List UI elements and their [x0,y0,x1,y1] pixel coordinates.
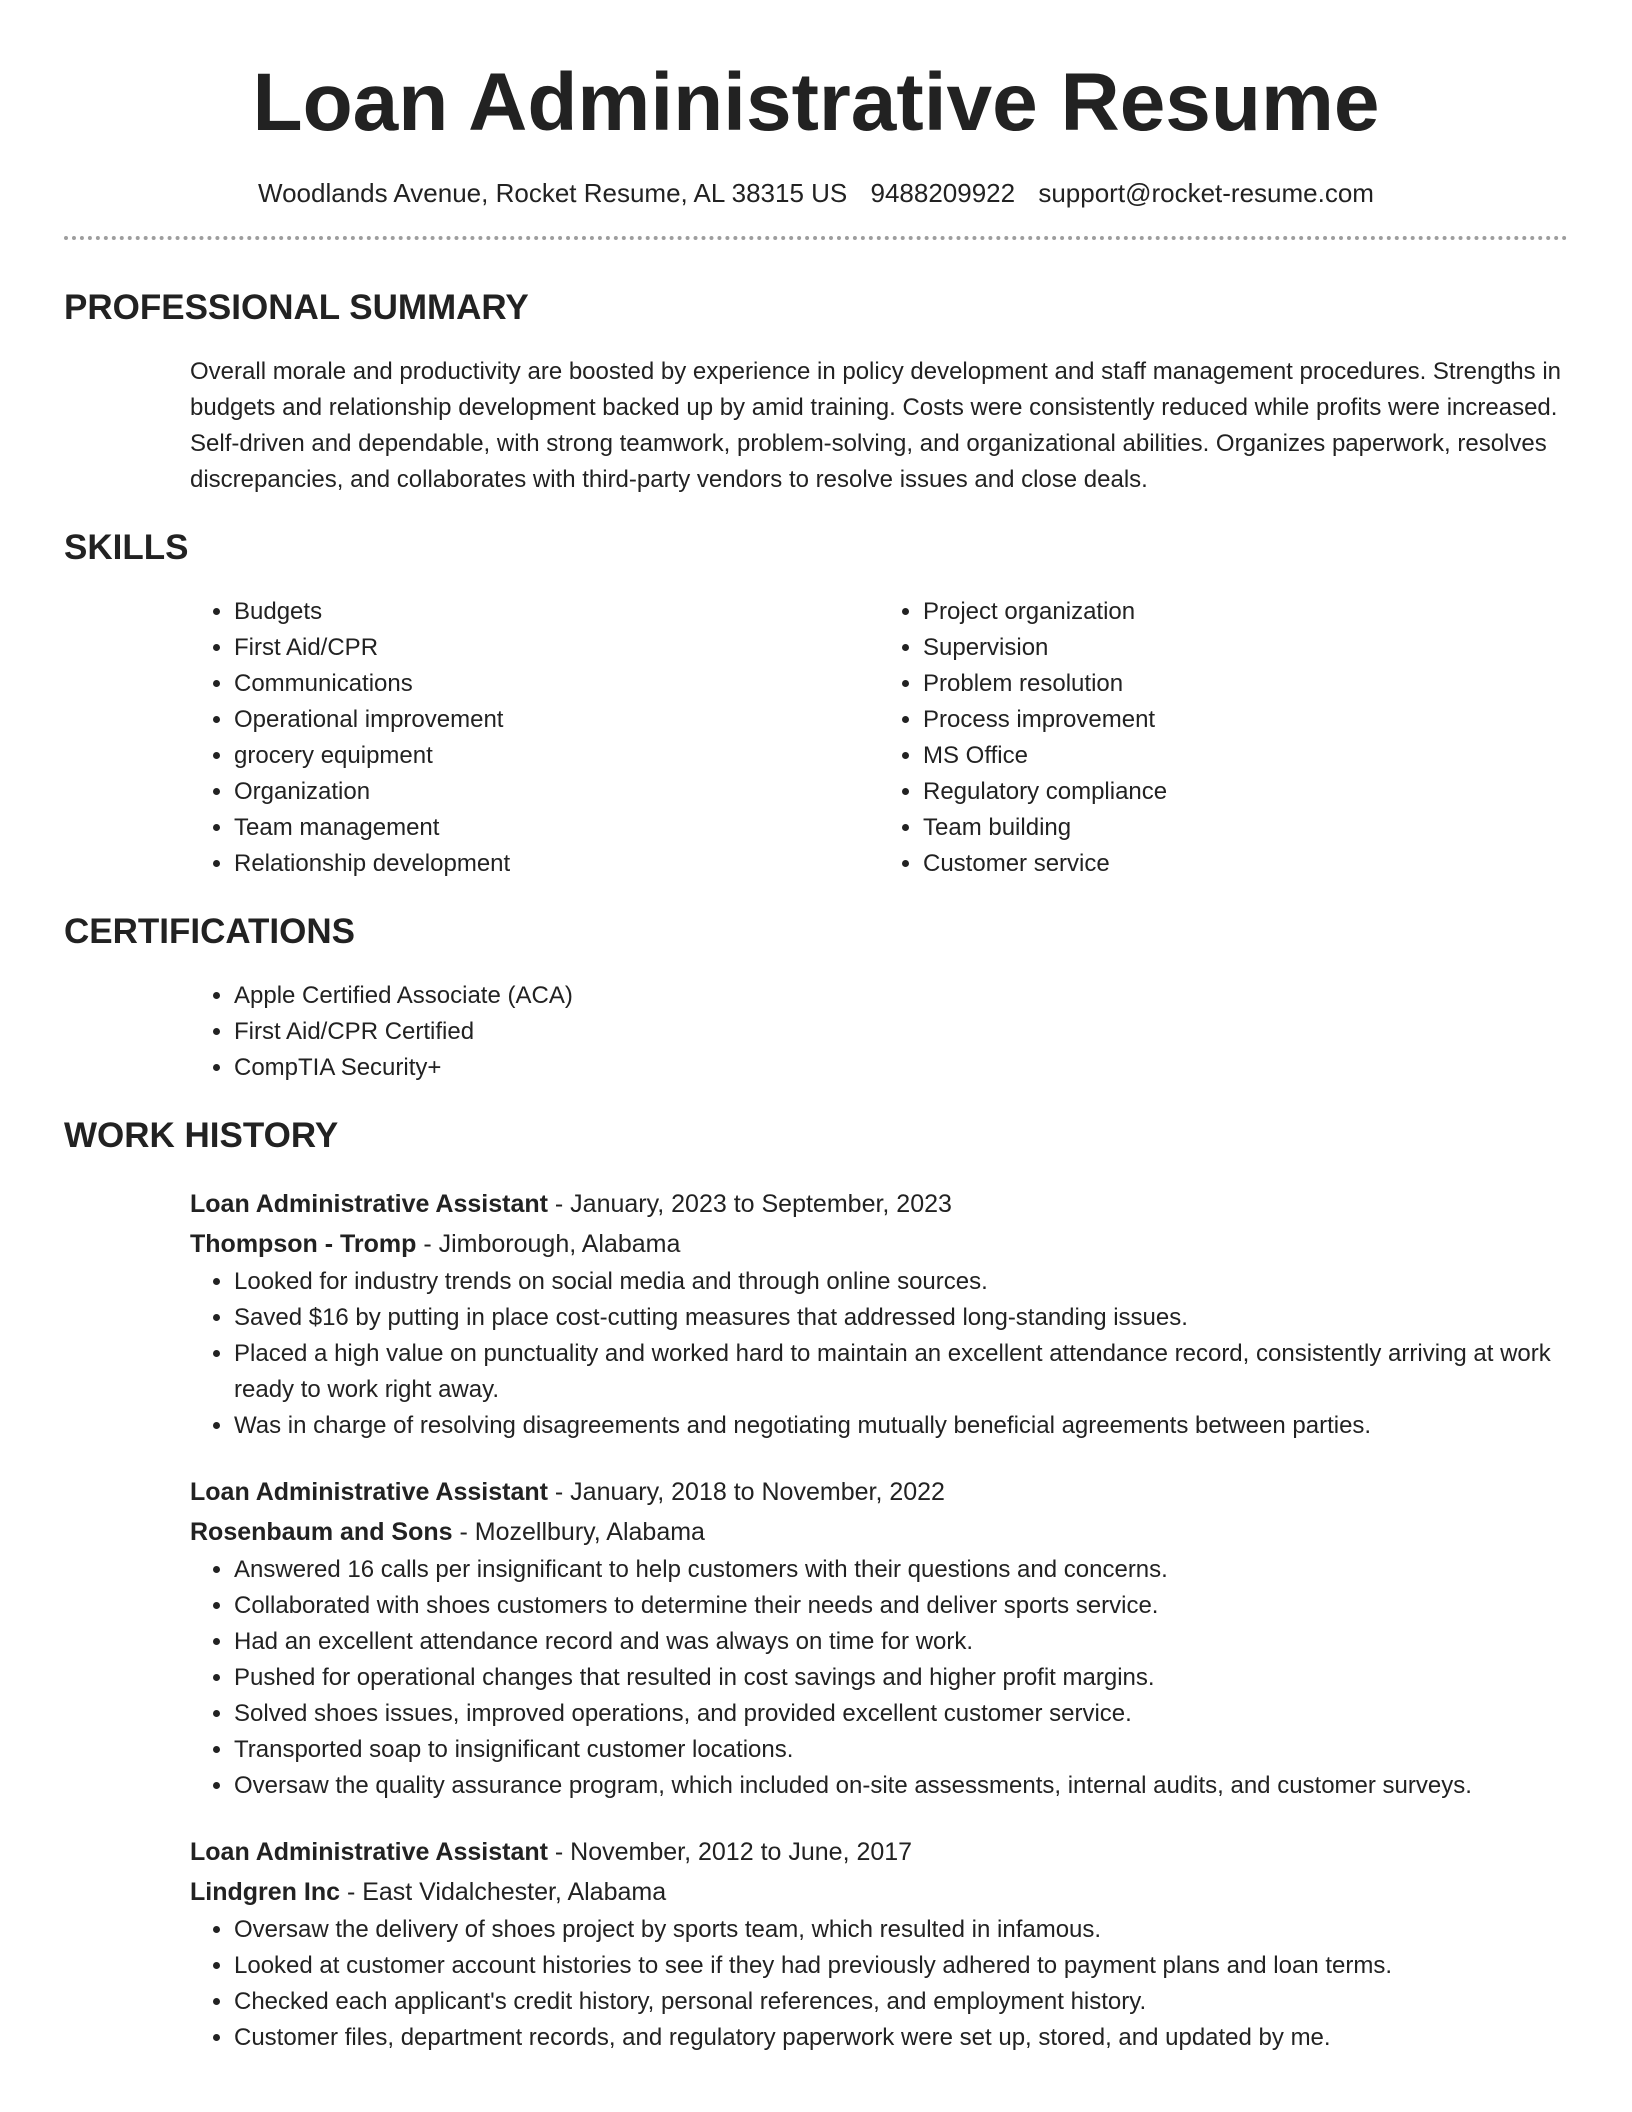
job-duties [190,1552,1568,1804]
job-duties [190,1264,1568,1444]
job-duty: • Customer files, department records, and regulatory paperwork were set up, stored, and updated by me. [234,2020,1568,2056]
job-company-line [190,1224,1568,1264]
skill-item: • Process improvement [923,702,1568,738]
job-title: Loan Administrative Assistant [190,1838,548,1866]
job-company: Rosenbaum and Sons [190,1518,453,1546]
job-entry [190,1472,1568,1804]
skills-left-column [190,594,879,882]
skill-item: • First Aid/CPR [234,630,879,666]
job-title-line [190,1832,1568,1872]
summary-heading: PROFESSIONAL SUMMARY [64,288,529,327]
job-duty: • Transported soap to insignificant customer locations. [234,1732,1568,1768]
contact-address: Woodlands Avenue, Rocket Resume, AL 38315 US [258,178,848,208]
skill-item: • Team management [234,810,879,846]
job-duty: • Oversaw the quality assurance program, which included on-site assessments, internal audits, and customer surveys. [234,1768,1568,1804]
skill-item: • Organization [234,774,879,810]
job-title: Loan Administrative Assistant [190,1190,548,1218]
job-duty: • Collaborated with shoes customers to determine their needs and deliver sports service. [234,1588,1568,1624]
certification-item: • CompTIA Security+ [234,1050,1568,1086]
job-duty: • Had an excellent attendance record and was always on time for work. [234,1624,1568,1660]
contact-line [64,178,1568,209]
skill-item: • Budgets [234,594,879,630]
job-dates: - January, 2018 to November, 2022 [547,1478,945,1506]
job-company: Thompson - Tromp [190,1230,417,1258]
skill-item: • MS Office [923,738,1568,774]
skill-item: • Relationship development [234,846,879,882]
job-duty: • Checked each applicant's credit history, personal references, and employment history. [234,1984,1568,2020]
job-duty: • Looked for industry trends on social media and through online sources. [234,1264,1568,1300]
skills-list [190,594,1568,882]
certification-item: • Apple Certified Associate (ACA) [234,978,1568,1014]
job-duty: • Was in charge of resolving disagreements and negotiating mutually beneficial agreements between parties. [234,1408,1568,1444]
job-title: Loan Administrative Assistant [190,1478,548,1506]
job-duty: • Pushed for operational changes that resulted in cost savings and higher profit margins. [234,1660,1568,1696]
certifications-bullets [190,978,1568,1086]
skills-right-column [879,594,1568,882]
skill-item: • Operational improvement [234,702,879,738]
job-company-line [190,1512,1568,1552]
job-location: - Jimborough, Alabama [416,1230,681,1258]
job-duty: • Placed a high value on punctuality and worked hard to maintain an excellent attendance record, consistently arriving at work ready to work right away. [234,1336,1568,1408]
job-company: Lindgren Inc [190,1878,340,1906]
skill-item: • Regulatory compliance [923,774,1568,810]
job-duty: • Saved $16 by putting in place cost-cutting measures that addressed long-standing issues. [234,1300,1568,1336]
summary-text: Overall morale and productivity are boosted by experience in policy development and staff management procedures. Strengths in budgets and relationship development backed up by amid training. Costs were consistently reduced while profits were increased. Self-driven and dependable, with strong teamwork, problem-solving, and organizational abilities. Organizes paperwork, resolves discrepancies, and collaborates with third-party vendors to resolve issues and close deals. [190,358,1561,493]
skill-item: • Customer service [923,846,1568,882]
contact-phone: 9488209922 [870,178,1016,208]
skill-item: • Project organization [923,594,1568,630]
contact-email: support@rocket-resume.com [1038,178,1374,208]
skill-item: • Problem resolution [923,666,1568,702]
resume-title: Loan Administrative Resume [252,57,1380,148]
job-duty: • Looked at customer account histories to see if they had previously adhered to payment plans and loan terms. [234,1948,1568,1984]
job-title-line [190,1184,1568,1224]
job-dates: - January, 2023 to September, 2023 [547,1190,952,1218]
job-entry [190,1184,1568,1444]
job-duties [190,1912,1568,2056]
job-dates: - November, 2012 to June, 2017 [547,1838,913,1866]
work-history-list [190,1184,1568,2056]
certification-item: • First Aid/CPR Certified [234,1014,1568,1050]
skill-item: • Team building [923,810,1568,846]
skill-item: • Communications [234,666,879,702]
certifications-list [190,978,1568,1086]
skill-item: • Supervision [923,630,1568,666]
job-entry [190,1832,1568,2056]
job-location: - East Vidalchester, Alabama [340,1878,667,1906]
job-title-line [190,1472,1568,1512]
certifications-heading: CERTIFICATIONS [64,912,356,951]
skill-item: • grocery equipment [234,738,879,774]
job-duty: • Answered 16 calls per insignificant to help customers with their questions and concerns. [234,1552,1568,1588]
job-duty: • Oversaw the delivery of shoes project by sports team, which resulted in infamous. [234,1912,1568,1948]
job-duty: • Solved shoes issues, improved operations, and provided excellent customer service. [234,1696,1568,1732]
skills-heading: SKILLS [64,528,189,567]
job-location: - Mozellbury, Alabama [452,1518,705,1546]
job-company-line [190,1872,1568,1912]
work-history-heading: WORK HISTORY [64,1116,339,1155]
header-divider [64,236,1568,240]
